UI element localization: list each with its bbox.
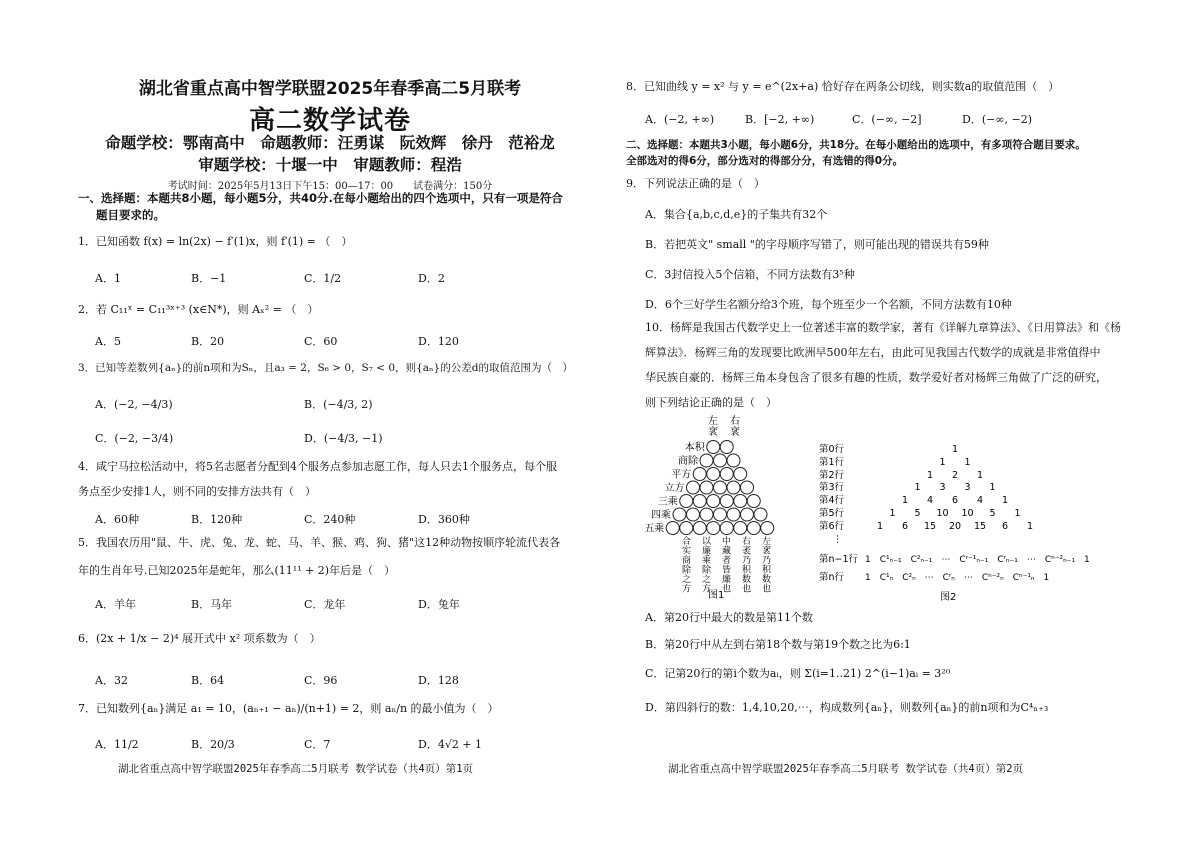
fig1-bottom-labels [682, 535, 772, 595]
fig1-bottom-char: 之 [702, 575, 712, 585]
fig2-row-label: 第2行 [819, 470, 845, 481]
fig1-bottom-char: 者 [722, 556, 732, 566]
fig1-circle [687, 481, 700, 494]
fig2-row-label: 第6行 [819, 521, 845, 532]
fig1-circle [687, 508, 700, 521]
fig1-circle [720, 495, 733, 508]
fig1-bottom-char: 除 [702, 565, 712, 576]
fig2-cell: 15 [923, 521, 937, 532]
fig1-top-right2: 衺 [730, 427, 740, 438]
q2-option-d[interactable]: D．120 [418, 335, 459, 348]
q8-option-b[interactable]: B．[−2, +∞) [745, 113, 815, 126]
fig1-circle [707, 441, 720, 454]
q1-option-c[interactable]: C．1/2 [304, 272, 342, 285]
q2-option-b[interactable]: B．20 [191, 335, 225, 348]
q3-stem: 3．已知等差数列{aₙ}的前n项和为Sₙ，且a₃ = 2，S₆ > 0，S₇ < 0，则{aₙ}的公差d的取值范围为（ ） [78, 362, 573, 374]
fig2-cell: 1 [926, 470, 934, 481]
fig1-circle [727, 508, 740, 521]
fig1-circle [720, 441, 733, 454]
q10-line2: 辉算法》．杨辉三角的发现要比欧洲早500年左右，由此可见我国古代数学的成就是非常值得中 [645, 346, 1101, 359]
section2-line2: 全部选对的得6分，部分选对的得部分分，有选错的得0分。 [626, 155, 904, 167]
fig1-circle [673, 508, 686, 521]
fig1-circle [727, 454, 740, 467]
fig2-row-labels [819, 443, 859, 583]
q3-option-c[interactable]: C．(−2, −3/4) [95, 432, 174, 445]
fig1-circle [720, 522, 733, 535]
authors-line: 命题学校：鄂南高中 命题教师：汪勇谋 阮效辉 徐丹 范裕龙 [105, 134, 555, 152]
q6-stem: 6．(2x + 1/x − 2)⁴ 展开式中 x² 项系数为（ ） [78, 632, 321, 645]
subject-title: 高二数学试卷 [248, 106, 411, 136]
fig2-row-label: 第n−1行 [819, 554, 859, 565]
fig2-cell: 1 [1026, 521, 1034, 532]
fig1-circle [714, 481, 727, 494]
fig1-bottom-char: 左 [762, 537, 772, 547]
fig1-bottom-char: 衺 [762, 546, 772, 557]
exam-title: 湖北省重点高中智学联盟2025年春季高二5月联考 [138, 79, 522, 99]
q7-option-c[interactable]: C．7 [304, 738, 331, 751]
review-line: 审题学校：十堰一中 审题教师：程浩 [198, 156, 462, 174]
fig1-circle [741, 508, 754, 521]
fig2-cell: 5 [914, 508, 921, 519]
q9-option-a[interactable]: A．集合{a,b,c,d,e}的子集共有32个 [645, 208, 828, 221]
footer-right: 湖北省重点高中智学联盟2025年春季高二5月联考 数学试卷（共4页）第2页 [668, 763, 1024, 775]
q4-option-a[interactable]: A．60种 [95, 513, 139, 526]
q4-line2: 务点至少安排1人，则不同的安排方法共有（ ） [78, 485, 316, 498]
q10-option-d[interactable]: D．第四斜行的数：1,4,10,20,⋯，构成数列{aₙ}，则数列{aₙ}的前n项和为C⁴ₙ₊₃ [645, 701, 1049, 714]
q4-option-d[interactable]: D．360种 [418, 513, 470, 526]
section1-line2: 题目要求的。 [96, 208, 165, 222]
q8-stem: 8．已知曲线 y = x² 与 y = e^(2x+a) 恰好存在两条公切线，则实数a的取值范围（ ） [626, 80, 1060, 93]
q1-option-d[interactable]: D．2 [418, 272, 445, 285]
fig2-cell: 10 [936, 508, 949, 519]
fig2-cell: 15 [973, 521, 987, 532]
figure1-yanghui-circles [620, 412, 800, 602]
q1-stem: 1．已知函数 f(x) = ln(2x) − f′(1)x，则 f′(1) = （ ） [78, 235, 353, 248]
q6-option-c[interactable]: C．96 [304, 674, 338, 687]
q3-option-a[interactable]: A．(−2, −4/3) [95, 398, 173, 411]
exam-info: 考试时间：2025年5月13日下午15：00—17：00 试卷满分：150分 [167, 181, 493, 192]
fig1-side-label: 商除 [678, 456, 698, 467]
fig2-row-n1: 1 C¹ₙ₋₁ C²ₙ₋₁ ⋯ Cʳ⁻¹ₙ₋₁ Cʳₙ₋₁ ⋯ Cⁿ⁻²ₙ₋₁ 1 [865, 555, 1090, 565]
fig1-circle [747, 522, 760, 535]
q1-option-b[interactable]: B．−1 [191, 272, 227, 285]
fig1-circle [680, 495, 693, 508]
fig2-cell: 1 [964, 457, 971, 468]
fig2-row-label: 第5行 [819, 508, 845, 519]
fig2-row-label: 第1行 [819, 457, 845, 468]
q8-option-a[interactable]: A．(−2, +∞) [645, 113, 715, 126]
q7-option-b[interactable]: B．20/3 [191, 738, 235, 751]
fig1-top-right: 右 [730, 416, 740, 427]
q5-option-c[interactable]: C．龙年 [304, 598, 346, 611]
fig2-cell: 10 [961, 508, 974, 519]
fig1-circle [707, 468, 720, 481]
fig1-circle [720, 468, 733, 481]
q5-line2: 年的生肖年号.已知2025年是蛇年，那么(11¹¹ + 2)年后是（ ） [78, 564, 396, 577]
fig1-circle [700, 508, 713, 521]
fig1-circle [707, 495, 720, 508]
fig1-side-label: 三乘 [657, 496, 678, 508]
fig1-bottom-char: 商 [682, 556, 692, 566]
q4-line1: 4．咸宁马拉松活动中，将5名志愿者分配到4个服务点参加志愿工作，每人只去1个服务点，每个服 [78, 460, 557, 473]
fig1-caption: 图1 [708, 590, 725, 601]
fig1-bottom-char: 乃 [742, 556, 752, 566]
q6-option-b[interactable]: B．64 [191, 674, 225, 687]
fig1-bottom-char: 右 [742, 537, 752, 547]
fig1-circle [747, 495, 760, 508]
section1-line1: 一、选择题：本题共8小题，每小题5分，共40分.在每小题给出的四个选项中，只有一项是符合 [78, 191, 563, 205]
fig1-bottom-char: 之 [682, 575, 692, 585]
fig1-bottom-char: 也 [762, 584, 772, 595]
fig2-cell: 1 [876, 521, 884, 532]
fig2-cell: 1 [989, 482, 996, 493]
fig2-caption: 图2 [940, 592, 957, 603]
fig1-circle [714, 508, 727, 521]
fig2-cell: 4 [976, 495, 984, 506]
fig1-side-label: 平方 [671, 469, 692, 481]
q10-line3: 华民族自豪的．杨辉三角本身包含了很多有趣的性质，数学爱好者对杨辉三角做了广泛的研究， [645, 371, 1107, 384]
q6-option-a[interactable]: A．32 [95, 674, 128, 687]
fig1-circle [734, 522, 747, 535]
fig1-circle [700, 481, 713, 494]
fig2-cell: 4 [926, 495, 934, 506]
fig2-cell: 5 [989, 508, 996, 519]
fig2-row-label: 第n行 [819, 572, 845, 583]
q10-option-b[interactable]: B．第20行中从左到右第18个数与第19个数之比为6:1 [645, 638, 911, 651]
fig1-circle [700, 454, 713, 467]
fig1-bottom-char: 也 [742, 584, 752, 595]
fig1-side-label: 本积 [684, 442, 705, 454]
q3-option-b[interactable]: B．(−4/3, 2) [304, 398, 373, 411]
fig2-cell: 1 [939, 457, 946, 468]
fig1-circle [693, 468, 706, 481]
fig1-bottom-char: 藏 [722, 546, 732, 557]
q9-option-c[interactable]: C．3封信投入5个信箱，不同方法数有3⁵种 [645, 268, 855, 281]
q7-option-a[interactable]: A．11/2 [95, 738, 139, 751]
fig2-row-n: 1 C¹ₙ C²ₙ ⋯ Cʳₙ ⋯ Cⁿ⁻²ₙ Cⁿ⁻¹ₙ 1 [865, 573, 1050, 583]
q8-option-c[interactable]: C．(−∞, −2] [852, 113, 922, 126]
q3-option-d[interactable]: D．(−4/3, −1) [304, 432, 383, 445]
q2-option-c[interactable]: C．60 [304, 335, 338, 348]
fig1-side-label: 立方 [664, 483, 685, 494]
fig2-cell: 20 [948, 521, 962, 532]
q2-option-a[interactable]: A．5 [95, 335, 121, 348]
fig2-row-label: 第4行 [819, 495, 845, 506]
q9-stem: 9．下列说法正确的是（ ） [626, 177, 765, 190]
fig2-row-label: 第3行 [819, 482, 845, 493]
fig1-top-left: 左 [708, 416, 718, 427]
footer-left: 湖北省重点高中智学联盟2025年春季高二5月联考 数学试卷（共4页）第1页 [118, 763, 474, 775]
fig1-bottom-char: 乃 [762, 556, 772, 566]
fig1-bottom-char: 方 [702, 584, 712, 595]
fig2-cell: 1 [976, 470, 984, 481]
q9-option-b[interactable]: B．若把英文" small "的字母顺序写错了，则可能出现的错误共有59种 [645, 238, 989, 251]
fig1-circle [707, 522, 720, 535]
fig1-bottom-char: 积 [762, 565, 772, 576]
fig1-bottom-char: 廉 [702, 546, 712, 557]
fig1-circle [680, 522, 693, 535]
q1-option-a[interactable]: A．1 [95, 272, 121, 285]
fig1-bottom-char: 数 [742, 575, 752, 585]
figure2-pascal-triangle [815, 438, 1105, 603]
fig2-row-label: ⋮ [833, 534, 843, 545]
fig1-circle [727, 481, 740, 494]
q10-line4: 则下列结论正确的是（ ） [645, 396, 777, 409]
q4-option-b[interactable]: B．120种 [191, 513, 243, 526]
fig2-cell: 6 [901, 521, 909, 532]
fig2-cell: 3 [939, 482, 946, 493]
q5-option-b[interactable]: B．马年 [191, 598, 233, 611]
fig2-cell: 1 [914, 482, 921, 493]
q5-option-a[interactable]: A．羊年 [95, 598, 136, 611]
fig2-cell: 1 [1001, 495, 1009, 506]
fig1-bottom-char: 数 [762, 575, 772, 585]
fig2-cell: 1 [889, 508, 896, 519]
q10-option-c[interactable]: C．记第20行的第i个数为aᵢ，则 Σ(i=1..21) 2^(i−1)aᵢ = 3²⁰ [645, 667, 951, 680]
fig1-circle [734, 468, 747, 481]
q2-stem: 2．若 C₁₁ˣ = C₁₁³ˣ⁺³ (x∈N*)，则 Aₓ² = （ ） [78, 303, 319, 316]
fig1-bottom-char: 皆 [722, 565, 732, 576]
fig1-circle [741, 481, 754, 494]
q6-option-d[interactable]: D．128 [418, 674, 459, 687]
fig1-bottom-char: 除 [682, 565, 692, 576]
fig2-cell: 1 [1014, 508, 1021, 519]
fig1-circle [761, 522, 774, 535]
q10-line1: 10．杨辉是我国古代数学史上一位著述丰富的数学家，著有《详解九章算法》、《日用算法》和《杨 [645, 321, 1121, 334]
fig1-bottom-char: 方 [682, 584, 692, 595]
q7-stem: 7．已知数列{aₙ}满足 a₁ = 10，(aₙ₊₁ − aₙ)/(n+1) = 2，则 aₙ/n 的最小值为（ ） [78, 702, 499, 715]
q7-option-d[interactable]: D．4√2 + 1 [418, 738, 483, 751]
q4-option-c[interactable]: C．240种 [304, 513, 356, 526]
fig1-circle [734, 495, 747, 508]
fig2-row-label: 第0行 [819, 444, 845, 455]
fig1-bottom-char: 袤 [742, 546, 752, 557]
q8-option-d[interactable]: D．(−∞, −2) [962, 113, 1032, 126]
fig1-circle [754, 508, 767, 521]
fig1-bottom-char: 以 [702, 537, 712, 547]
q5-option-d[interactable]: D．兔年 [418, 598, 460, 611]
fig1-side-label: 五乘 [644, 523, 665, 535]
fig1-circle [714, 454, 727, 467]
fig2-cell: 1 [901, 495, 909, 506]
q9-option-d[interactable]: D．6个三好学生名额分给3个班，每个班至少一个名额，不同方法数有10种 [645, 298, 1012, 311]
fig1-bottom-char: 合 [682, 537, 692, 547]
fig1-circle [693, 522, 706, 535]
fig2-cell: 3 [964, 482, 971, 493]
fig1-bottom-char: 也 [722, 584, 732, 595]
fig2-cell: 1 [951, 444, 959, 455]
fig1-bottom-char: 中 [722, 537, 732, 547]
fig1-side-label: 四乘 [651, 510, 671, 521]
q10-option-a[interactable]: A．第20行中最大的数是第11个数 [645, 611, 813, 624]
fig2-number-rows [877, 444, 1033, 532]
q5-line1: 5．我国农历用"鼠、牛、虎、兔、龙、蛇、马、羊、猴、鸡、狗、猪"这12种动物按顺序轮流代表各 [78, 536, 561, 549]
fig2-cell: 6 [951, 495, 959, 506]
fig1-bottom-char: 积 [742, 565, 752, 576]
fig1-bottom-char: 实 [682, 546, 692, 557]
fig1-bottom-char: 廉 [722, 575, 732, 585]
fig1-circle [693, 495, 706, 508]
fig2-cell: 2 [951, 470, 959, 481]
section2-line1: 二、选择题：本题共3小题，每小题6分，共18分。在每小题给出的选项中，有多项符合题目要求。 [626, 139, 1086, 151]
fig2-cell: 6 [1001, 521, 1009, 532]
fig1-top-left2: 衺 [708, 427, 718, 438]
fig1-bottom-char: 乘 [702, 556, 712, 566]
fig1-circle [666, 522, 679, 535]
